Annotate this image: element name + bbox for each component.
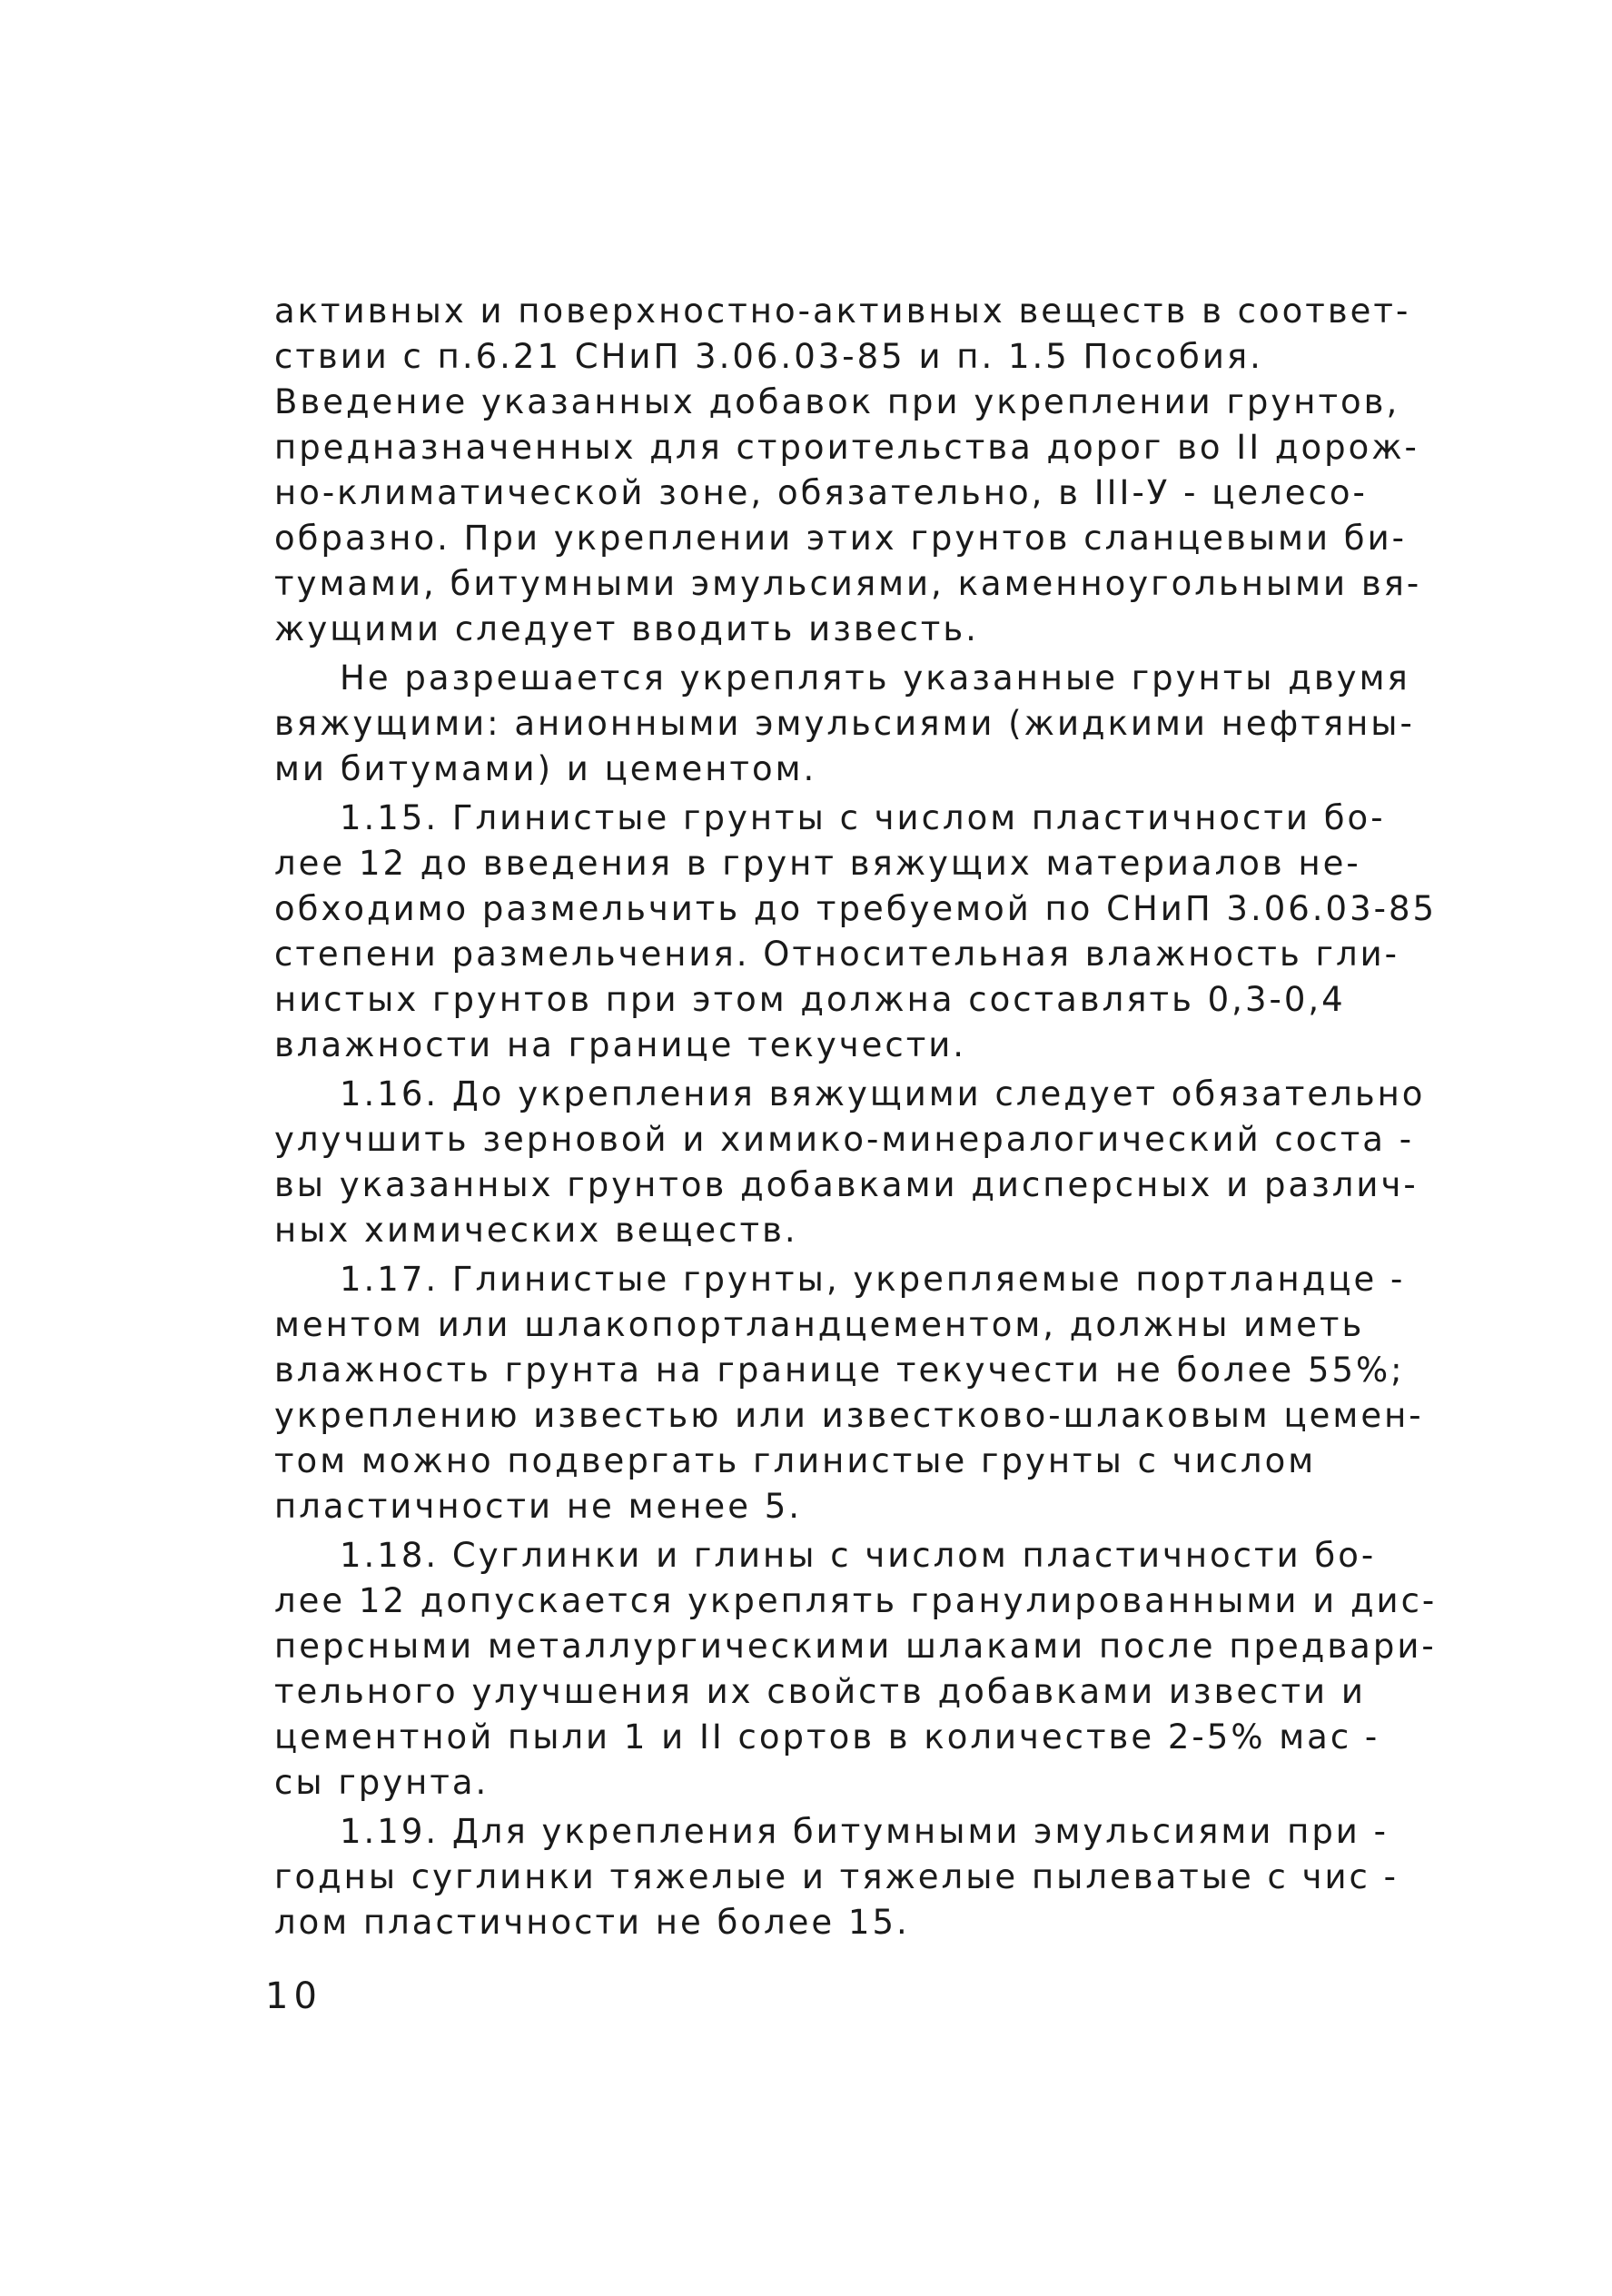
text-line: влажность грунта на границе текучести не более 55%;	[274, 1351, 1405, 1390]
text-line: вы указанных грунтов добавками дисперсных и различ-	[274, 1165, 1419, 1204]
text-line: 1.17. Глинистые грунты, укрепляемые портландце -	[340, 1260, 1406, 1299]
text-line: 1.15. Глинистые грунты с числом пластичности бо-	[340, 798, 1386, 837]
text-line: пластичности не менее 5.	[274, 1487, 803, 1526]
text-line: предназначенных для строительства дорог во II дорож-	[274, 428, 1419, 467]
text-line: тумами, битумными эмульсиями, каменноугольными вя-	[274, 564, 1422, 603]
text-line: цементной пыли 1 и II сортов в количестве 2-5% мас -	[274, 1717, 1380, 1757]
text-line: степени размельчения. Относительная влажность гли-	[274, 935, 1400, 974]
text-line: нистых грунтов при этом должна составлять 0,3-0,4	[274, 980, 1346, 1019]
paragraph-intro-continued	[274, 289, 1473, 652]
page-number: 10	[265, 1975, 322, 2017]
paragraph-1-18	[274, 1533, 1473, 1806]
text-line: 1.16. До укрепления вяжущими следует обязательно	[340, 1074, 1426, 1113]
text-line: тельного улучшения их свойств добавками извести и	[274, 1672, 1366, 1711]
text-line: вяжущими: анионными эмульсиями (жидкими нефтяны-	[274, 704, 1415, 743]
text-line: том можно подвергать глинистые грунты с числом	[274, 1441, 1317, 1480]
paragraph-1-17	[274, 1257, 1473, 1529]
text-line: обходимо размельчить до требуемой по СНиП 3.06.03-85	[274, 889, 1438, 928]
text-line: годны суглинки тяжелые и тяжелые пылеватые с чис -	[274, 1857, 1399, 1896]
text-line: лее 12 до введения в грунт вяжущих материалов не-	[274, 844, 1361, 883]
text-line: укреплению известью или известково-шлаковым цемен-	[274, 1396, 1424, 1435]
paragraph-not-allowed	[274, 656, 1473, 792]
body-text	[274, 289, 1473, 1945]
text-line: образно. При укреплении этих грунтов сланцевыми би-	[274, 519, 1407, 558]
text-line: активных и поверхностно-активных веществ в соответ-	[274, 292, 1411, 331]
text-line: 1.18. Суглинки и глины с числом пластичности бо-	[340, 1536, 1377, 1575]
text-line: Введение указанных добавок при укреплении грунтов,	[274, 382, 1400, 421]
text-line: 1.19. Для укрепления битумными эмульсиями при -	[340, 1812, 1389, 1851]
paragraph-1-16	[274, 1072, 1473, 1253]
text-line: персными металлургическими шлаками после предвари-	[274, 1627, 1437, 1666]
paragraph-1-15	[274, 796, 1473, 1068]
text-line: ми битумами) и цементом.	[274, 749, 817, 788]
text-line: ментом или шлакопортландцементом, должны иметь	[274, 1305, 1365, 1344]
text-line: влажности на границе текучести.	[274, 1025, 967, 1064]
text-line: ных химических веществ.	[274, 1211, 798, 1250]
text-line: ствии с п.6.21 СНиП 3.06.03-85 и п. 1.5 Пособия.	[274, 337, 1263, 376]
paragraph-1-19	[274, 1809, 1473, 1945]
text-line: жущими следует вводить известь.	[274, 609, 979, 648]
text-line: сы грунта.	[274, 1763, 490, 1802]
text-line: улучшить зерновой и химико-минералогический соста -	[274, 1120, 1415, 1159]
text-line: Не разрешается укреплять указанные грунты двумя	[340, 658, 1410, 698]
text-line: лом пластичности не более 15.	[274, 1903, 910, 1942]
text-line: лее 12 допускается укреплять гранулированными и дис-	[274, 1581, 1438, 1620]
text-line: но-климатической зоне, обязательно, в III-У - целесо-	[274, 473, 1368, 512]
